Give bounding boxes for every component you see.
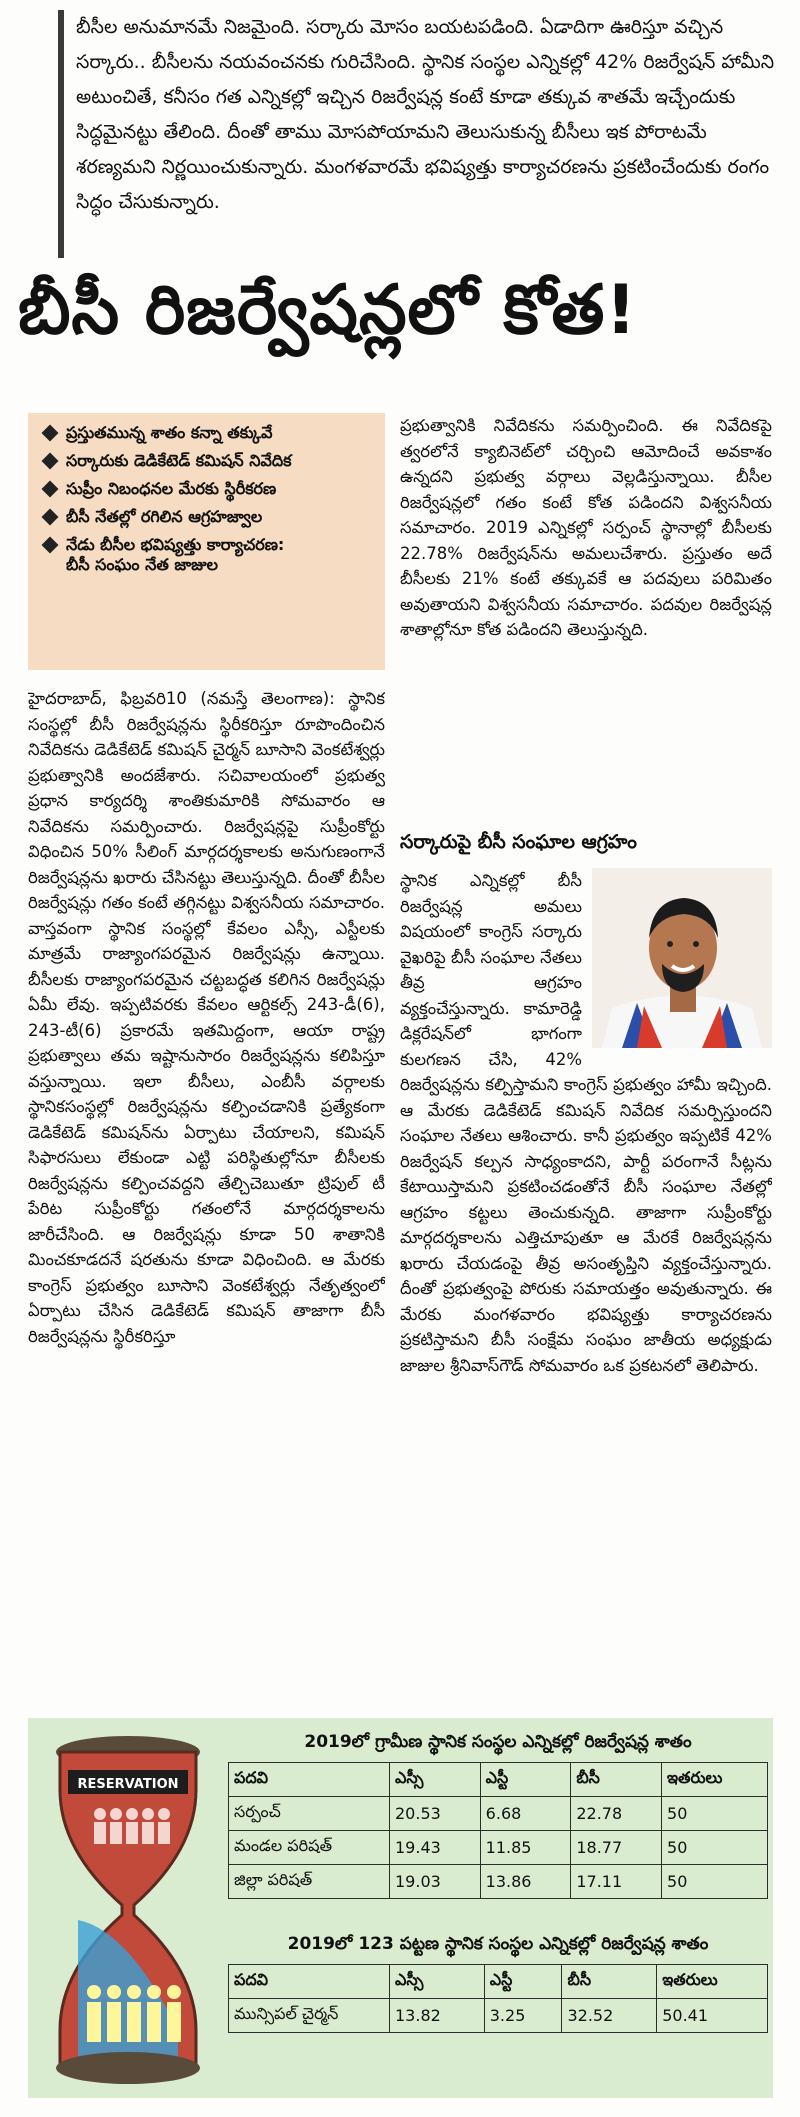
left-column <box>28 686 385 1701</box>
highlight-item: నేడు బీసీల భవిష్యత్తు కార్యాచరణ: బీసీ సంఘం నేత జాజుల <box>42 535 375 575</box>
bullet-icon <box>42 481 59 498</box>
graphic-label: RESERVATION <box>77 1777 179 1792</box>
highlight-subline: బీసీ సంఘం నేత జాజుల <box>66 555 218 574</box>
hourglass-icon <box>38 1730 218 2090</box>
table-caption: 2019లో 123 పట్టణ స్థానిక సంస్థల ఎన్నికల్లో రిజర్వేషన్ల శాతం <box>287 1934 709 1954</box>
highlight-item: ప్రస్తుతమున్న శాతం కన్నా తక్కువే <box>42 423 375 443</box>
right-column-text: ప్రభుత్వానికి నివేదికను సమర్పించింది. ఈ నివేదికపై త్వరలోనే క్యాబినెట్‌లో చర్చించి ఆమోదించే అవకాశం ఉన్నదని ప్రభుత్వ వర్గాలు వెల్లడిస్తున్నాయి. బీసీల రిజర్వేషన్లలో గతం కంటే కోత పడిందని విశ్వసనీయ సమాచారం. 2019 ఎన్నికల్లో సర్పంచ్ స్థానాల్లో బీసీలకు 22.78% రిజర్వేషన్‌ను అమలుచేశారు. ప్రస్తుతం అదే బీసీలకు 21% కంటే తక్కువకే ఆ పదవులు పరిమితం అవుతాయని విశ్వసనీయ సమాచారం. పదవుల రిజర్వేషన్ల శాతాల్లోనూ కోత పడిందని తెలుస్తున్నది. <box>400 416 772 639</box>
highlights-box <box>28 413 385 670</box>
leader-photo <box>592 868 772 1048</box>
bullet-icon <box>42 425 59 442</box>
table-row: సర్పంచ్ 20.53 6.68 22.78 50 <box>229 1797 768 1831</box>
highlight-item: సర్కారుకు డెడికేటెడ్ కమిషన్ నివేదిక <box>42 451 375 471</box>
right-column-2-text: స్థానిక ఎన్నికల్లో బీసీ రిజర్వేషన్ల అమలు విషయంలో కాంగ్రెస్ సర్కారు వైఖరిపై బీసీ సంఘాల నేతలు తీవ్ర ఆగ్రహం వ్యక్తంచేస్తున్నారు. కామారెడ్డి డిక్లరేషన్‌లో భాగంగా కులగణన చేసి, 42% రిజర్వేషన్లను కల్పిస్తామని కాంగ్రెస్ ప్రభుత్వం హామీ ఇచ్చింది. ఆ మేరకు డెడికేటెడ్ కమిషన్ నివేదిక సమర్పిస్తుందని సంఘాల నేతలు ఆశించారు. కానీ ప్రభుత్వం ఇప్పటికే 42% రిజర్వేషన్ కల్పన సాధ్యంకాదని, పార్టీ పరంగానే సీట్లను కేటాయిస్తామని ప్రకటించడంతోనే బీసీ సంఘాల నేతల్లో ఆగ్రహం కట్టలు తెంచుకున్నది. తాజాగా సుప్రీంకోర్టు మార్గదర్శకాలను ఎత్తిచూపుతూ ఆ మేరకే రిజర్వేషన్లను ఖరారు చేయడంపై తీవ్ర అసంతృప్తిని వ్యక్తంచేస్తున్నారు. దీంతో ప్రభుత్వంపై పోరుకు సమాయత్తం అవుతున్నారు. ఈ మేరకు మంగళవారం భవిష్యత్తు కార్యాచరణను ప్రకటిస్తామని బీసీ సంక్షేమ సంఘం జాతీయ అధ్యక్షుడు జాజుల శ్రీనివాస్‌గౌడ్ సోమవారం ఒక ప్రకటనలో తెలిపారు. <box>400 871 772 1375</box>
headline: బీసీ రిజర్వేషన్లలో కోత! <box>18 271 638 350</box>
table-row: మండల పరిషత్ 19.43 11.85 18.77 50 <box>229 1831 768 1865</box>
bullet-icon <box>42 537 59 554</box>
bullet-icon <box>42 453 59 470</box>
right-column <box>400 413 772 823</box>
highlight-item: బీసీ నేతల్లో రగిలిన ఆగ్రహజ్వాల <box>42 507 375 527</box>
left-column-text: హైదరాబాద్, ఫిబ్రవరి10 (నమస్తే తెలంగాణ): స్థానిక సంస్థల్లో బీసీ రిజర్వేషన్లను స్థిరీకరిస్తూ రూపొందించిన నివేదికను డెడికేటెడ్ కమిషన్ చైర్మన్ బూసాని వెంకటేశ్వర్లు ప్రభుత్వానికి అందజేశారు. సచివాలయంలో ప్రభుత్వ ప్రధాన కార్యదర్శి శాంతికుమారికి సోమవారం ఆ నివేదికను సమర్పించారు. రిజర్వేషన్లపై సుప్రీంకోర్టు విధించిన 50% సీలింగ్ మార్గదర్శకాలకు అనుగుణంగానే రిజర్వేషన్లను ఖరారు చేసినట్టు తెలుస్తున్నది. దీంతో బీసీల రిజర్వేషన్లు గతం కంటే తగ్గినట్టు విశ్వసనీయ సమాచారం. వాస్తవంగా స్థానిక సంస్థల్లో కేవలం ఎస్సీ, ఎస్టీలకు మాత్రమే రాజ్యాంగపరమైన రిజర్వేషన్లు ఉన్నాయి. బీసీలకు రాజ్యాంగపరమైన చట్టబద్ధత కలిగిన రిజర్వేషన్లు ఏమీ లేవు. ఇప్పటివరకు కేవలం ఆర్టికల్స్ 243-డీ(6), 243-టీ(6) ప్రకారమే ఇతమిద్దంగా, ఆయా రాష్ట్ర ప్రభుత్వాలు తమ ఇష్టానుసారం రిజర్వేషన్లను కలిపిస్తూ వస్తున్నాయి. ఇలా బీసీలు, ఎంబీసీ వర్గాలకు స్థానికసంస్థల్లో రిజర్వేషన్లను కల్పించడానికి ప్రత్యేకంగా డెడికేటెడ్ కమిషన్‌ను ఏర్పాటు చేయాలని, కమిషన్ సిఫారసులు లేకుండా ఎట్టి పరిస్థితుల్లోనూ బీసీలకు రిజర్వేషన్లను కల్పించవద్దని తేల్చిచెబుతూ ట్రిపుల్ టీ పేరిట సుప్రీంకోర్టు గతంలోనే మార్గదర్శకాలను జారీచేసింది. ఆ రిజర్వేషన్లు కూడా 50 శాతానికి మించకూడదనే షరతును కూడా విధించింది. ఆ మేరకు కాంగ్రెస్ ప్రభుత్వం బూసాని వెంకటేశ్వర్లు నేతృత్వంలో ఏర్పాటు చేసిన డెడికేటెడ్ కమిషన్ తాజాగా బీసీ రిజర్వేషన్లను స్థిరీకరిస్తూ <box>28 689 385 1346</box>
urban-reservation-table <box>228 1928 768 2033</box>
table-row: జిల్లా పరిషత్ 19.03 13.86 17.11 50 <box>229 1865 768 1899</box>
portrait-icon <box>592 868 772 1048</box>
subhead: సర్కారుపై బీసీ సంఘాల ఆగ్రహం <box>400 831 637 853</box>
table-row: మున్సిపల్ చైర్మన్ 13.82 3.25 32.52 50.41 <box>229 1999 768 2033</box>
highlight-item: సుప్రీం నిబంధనల మేరకు స్థిరీకరణ <box>42 479 375 499</box>
table-header-row: పదవి ఎస్సీ ఎస్టీ బీసీ ఇతరులు <box>229 1763 768 1797</box>
table-caption: 2019లో గ్రామీణ స్థానిక సంస్థల ఎన్నికల్లో రిజర్వేషన్ల శాతం <box>304 1732 692 1752</box>
rural-reservation-table <box>228 1726 768 1899</box>
intro-text: బీసీల అనుమానమే నిజమైంది. సర్కారు మోసం బయటపడింది. ఏడాదిగా ఊరిస్తూ వచ్చిన సర్కారు.. బీసీలను నయవంచనకు గురిచేసింది. స్థానిక సంస్థల ఎన్నికల్లో 42% రిజర్వేషన్ హామీని అటుంచితే, కనీసం గత ఎన్నికల్లో ఇచ్చిన రిజర్వేషన్ల కంటే కూడా తక్కువ శాతమే ఇచ్చేందుకు సిద్ధమైనట్టు తేలింది. దీంతో తాము మోసపోయామని తెలుసుకున్న బీసీలు ఇక పోరాటమే శరణ్యమని నిర్ణయించుకున్నారు. మంగళవారమే భవిష్యత్తు కార్యాచరణను ప్రకటించేందుకు రంగం సిద్ధం చేసుకున్నారు. <box>76 16 775 213</box>
intro-paragraph <box>58 10 776 258</box>
right-column-2 <box>400 868 772 1703</box>
table-box <box>28 1718 773 2098</box>
table-header-row: పదవి ఎస్సీ ఎస్టీ బీసీ ఇతరులు <box>229 1965 768 1999</box>
bullet-icon <box>42 509 59 526</box>
